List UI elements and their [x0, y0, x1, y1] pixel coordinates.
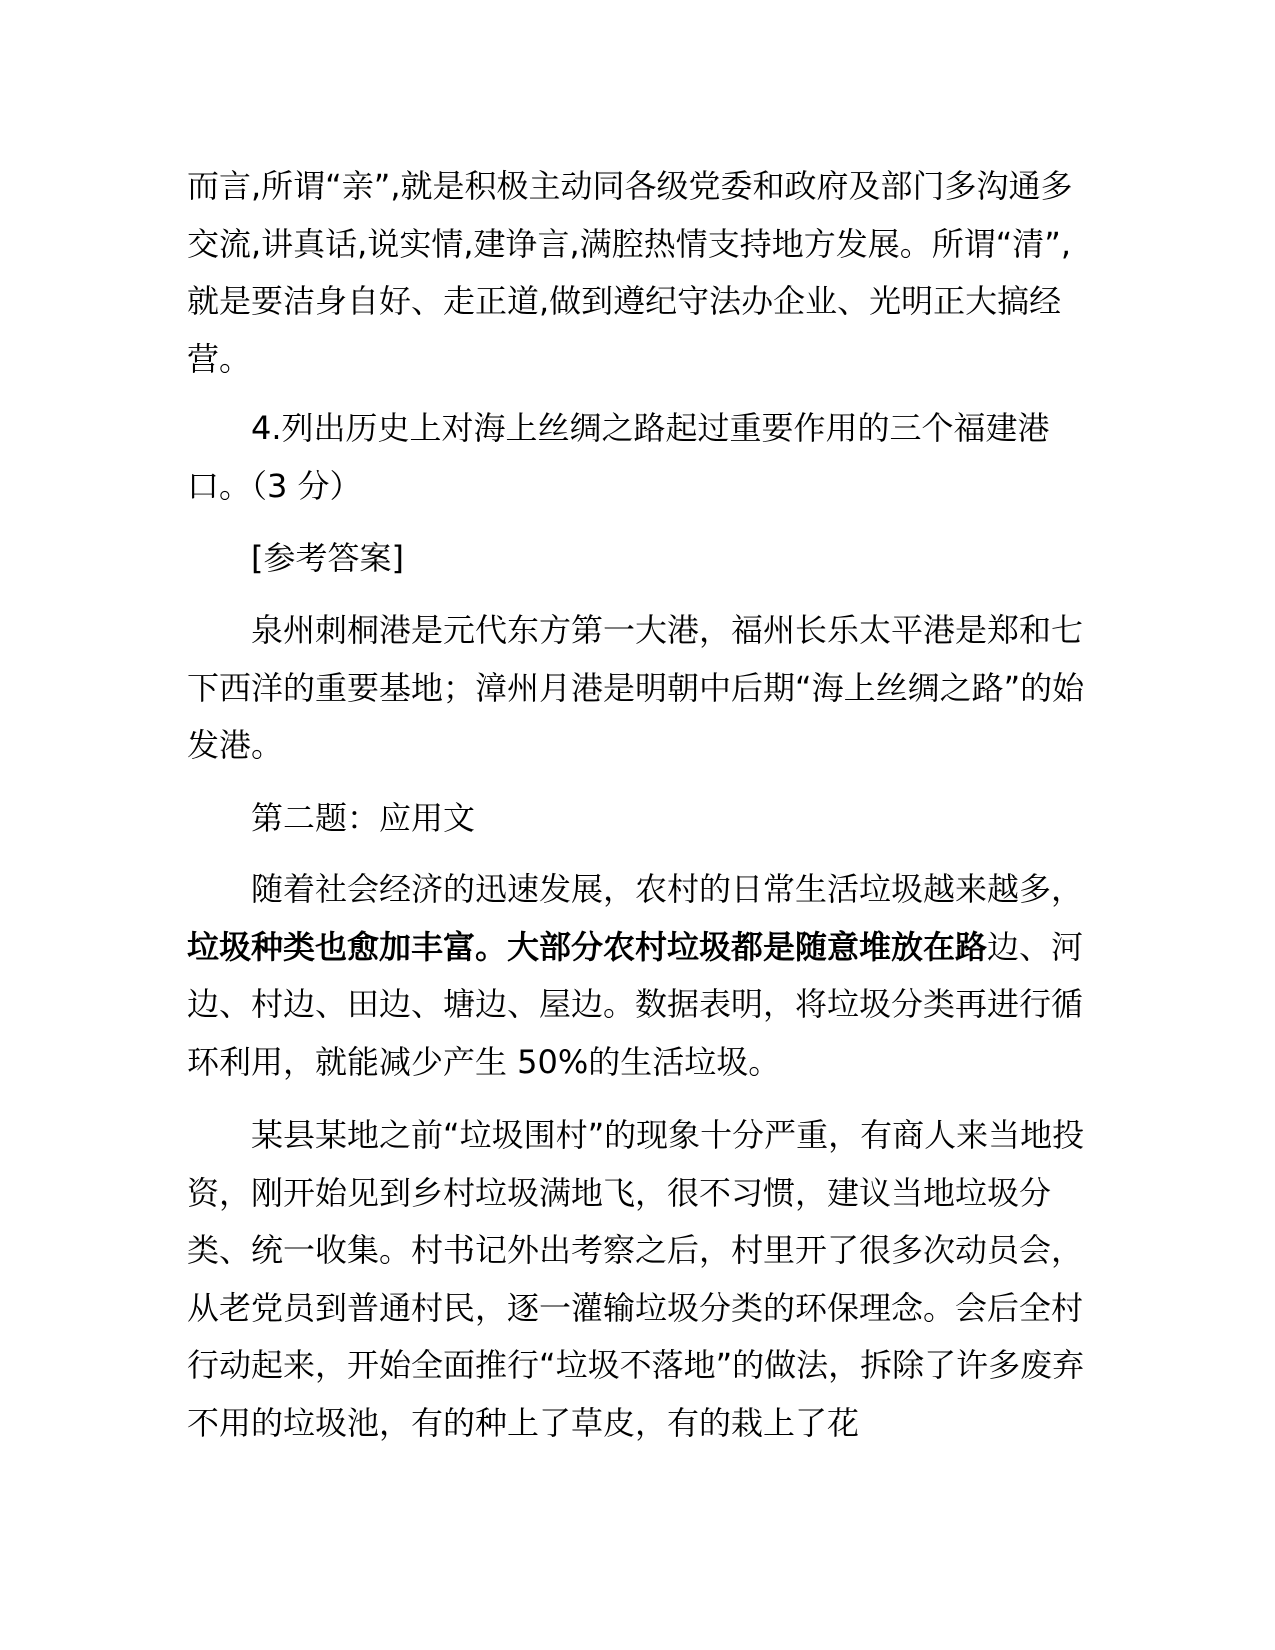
paragraph-rural-garbage-part-3: 边、河边、村边、田边、塘边、屋边。数据表明，将垃圾分类再进行循环利用，就能减少产生 50%的生活垃圾。 — [187, 927, 1084, 1081]
paragraph-garbage-sorting-case: 某县某地之前“垃圾围村”的现象十分严重，有商人来当地投资，刚开始见到乡村垃圾满地飞，很不习惯，建议当地垃圾分类、统一收集。村书记外出考察之后，村里开了很多次动员会，从老党员到普通村民，逐一灌输垃圾分类的环保理念。会后全村行动起来，开始全面推行“垃圾不落地”的做法，拆除了许多废弃不用的垃圾池，有的种上了草皮，有的栽上了花 — [187, 1116, 1085, 1442]
question-4: 4.列出历史上对海上丝绸之路起过重要作用的三个福建港口。（3 分） — [187, 409, 1050, 505]
paragraph-rural-garbage — [187, 861, 1087, 1091]
section-heading-applied-writing: 第二题：应用文 — [251, 799, 476, 837]
answer-paragraph: 泉州刺桐港是元代东方第一大港，福州长乐太平港是郑和七下西洋的重要基地；漳州月港是明朝中后期“海上丝绸之路”的始发港。 — [187, 611, 1085, 764]
paragraph-rural-garbage-bold: 垃圾种类也愈加丰富。大部分农村垃圾都是随意堆放在路 — [187, 927, 988, 966]
paragraph-rural-garbage-part-1: 随着社会经济的迅速发展，农村的日常生活垃圾越来越多， — [251, 870, 1084, 908]
reference-answer-label: [参考答案] — [251, 539, 404, 577]
paragraph-qin-qing: 而言,所谓“亲”,就是积极主动同各级党委和政府及部门多沟通多交流,讲真话,说实情,建诤言,满腔热情支持地方发展。所谓“清”,就是要洁身自好、走正道,做到遵纪守法办企业、光明正大搞经营。 — [187, 167, 1073, 378]
